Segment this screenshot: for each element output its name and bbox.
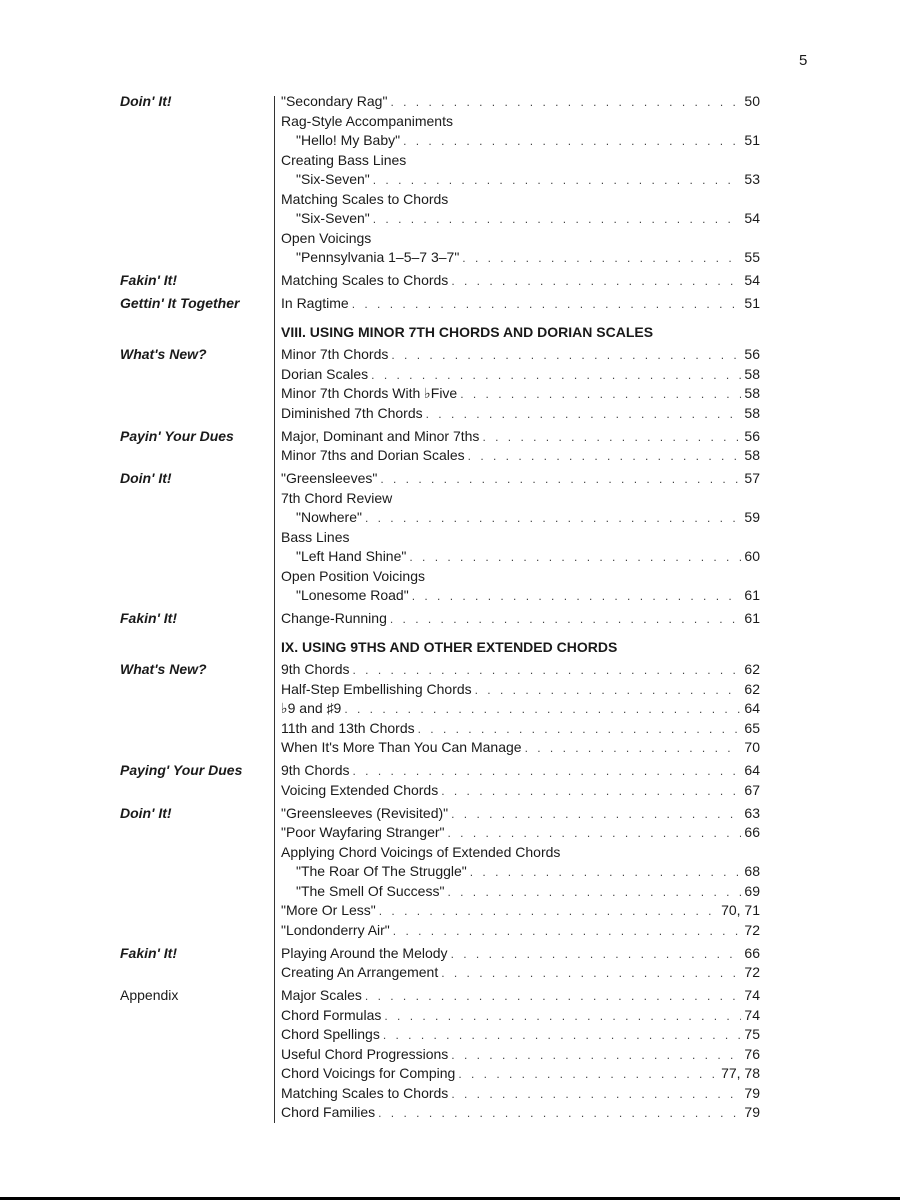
section-label: Doin' It! [120,93,172,109]
dot-leader [352,762,741,782]
dot-leader [426,405,742,425]
toc-row [120,365,760,385]
section-label: What's New? [120,346,207,362]
toc-entry [296,547,760,568]
entry-page-number: 51 [744,132,760,148]
dot-leader [525,739,742,759]
entry-page-number: 66 [744,944,760,961]
entry-page-number: 64 [744,700,760,716]
dot-leader [373,210,742,230]
entry-page-number: 62 [744,661,760,677]
entry-title: Playing Around the Melody [281,944,448,961]
entry-page-number: 55 [744,249,760,265]
toc-row [120,229,760,249]
entry-page-number: 72 [744,964,760,980]
toc-row [120,446,760,466]
toc-row [120,944,760,964]
toc-row [120,843,760,863]
toc-entry [281,112,760,132]
dot-leader [403,132,741,152]
dot-leader [418,720,742,740]
entry-title: Creating An Arrangement [281,964,439,980]
toc-row [120,699,760,719]
toc-entry [281,901,760,922]
toc-row [120,804,760,824]
entry-title: Major Scales [281,987,362,1003]
dot-leader [383,1026,742,1046]
entry-title: "Lonesome Road" [296,587,409,603]
toc-entry [281,680,760,701]
toc-row [120,862,760,882]
entry-title: "Londonderry Air" [281,921,390,938]
toc-row [120,248,760,268]
table-of-contents [120,92,760,1123]
toc-row [120,586,760,606]
toc-row [120,680,760,700]
entry-title: "Secondary Rag" [281,93,388,109]
toc-row [120,1045,760,1065]
entry-title: "Greensleeves" [281,470,378,486]
dot-leader [482,428,741,448]
entry-title: "Six-Seven" [296,210,370,226]
dot-leader [468,447,742,467]
entry-page-number: 56 [744,346,760,362]
dot-leader [412,587,742,607]
entry-page-number: 59 [744,509,760,525]
section-label: Paying' Your Dues [120,762,243,778]
entry-title: "Pennsylvania 1–5–7 3–7" [296,249,460,265]
entry-page-number: 76 [744,1045,760,1062]
entry-title: Dorian Scales [281,365,369,382]
toc-row [120,528,760,548]
toc-entry [281,345,760,366]
entry-page-number: 63 [744,804,760,821]
dot-leader [352,661,741,681]
toc-entry [281,92,760,113]
entry-title: Minor 7ths and Dorian Scales [281,447,465,463]
entry-title: Chord Spellings [281,1026,380,1042]
toc-entry [281,1103,760,1124]
dot-leader [378,1104,741,1124]
entry-title: When It's More Than You Can Manage [281,739,522,755]
toc-row [120,92,760,112]
toc-entry [281,823,760,844]
toc-row [120,963,760,983]
section-label: What's New? [120,661,207,677]
toc-row [120,567,760,587]
toc-entry [281,738,760,759]
toc-row [120,901,760,921]
entry-page-number: 65 [744,719,760,736]
toc-row [120,921,760,941]
toc-entry [281,1045,760,1066]
dot-leader [451,272,741,292]
entry-title: 9th Chords [281,762,350,778]
entry-title: 9th Chords [281,661,350,677]
toc-entry [281,660,760,681]
section-label: Appendix [120,987,179,1003]
toc-entry [281,843,760,863]
entry-page-number: 62 [744,680,760,697]
entry-page-number: 74 [744,987,760,1003]
section-label: Doin' It! [120,470,172,486]
entry-title: Minor 7th Chords [281,346,389,362]
entry-title: Minor 7th Chords With ♭Five [281,385,458,401]
toc-entry [281,151,760,171]
dot-leader [409,548,741,568]
toc-entry [296,508,760,529]
toc-row [120,190,760,210]
toc-row [120,547,760,567]
section-heading [281,320,760,344]
entry-page-number: 56 [744,427,760,444]
dot-leader [373,171,742,191]
entry-page-number: 68 [744,863,760,879]
dot-leader [451,805,741,825]
entry-title: Change-Running [281,610,387,626]
toc-entry [281,1006,760,1027]
toc-entry [296,209,760,230]
entry-page-number: 60 [744,548,760,564]
dot-leader [371,366,741,386]
dot-leader [352,295,742,315]
entry-title: Applying Chord Voicings of Extended Chords [281,843,561,860]
dot-leader [365,509,741,529]
entry-title: "Greensleeves (Revisited)" [281,804,449,821]
entry-page-number: 74 [744,1006,760,1023]
toc-row [120,151,760,171]
toc-entry [281,963,760,984]
toc-row [120,489,760,509]
section-heading-text: IX. USING 9THS AND OTHER EXTENDED CHORDS [281,639,618,655]
toc-entry [296,248,760,269]
section-label: Payin' Your Dues [120,427,234,444]
dot-leader [462,249,741,269]
entry-page-number: 79 [744,1084,760,1101]
toc-entry [281,446,760,467]
entry-page-number: 53 [744,171,760,187]
entry-title: "The Smell Of Success" [296,882,445,899]
dot-leader [344,700,741,720]
entry-title: Rag-Style Accompaniments [281,112,453,129]
toc-entry [296,170,760,191]
entry-title: "The Roar Of The Struggle" [296,863,467,879]
section-label: Doin' It! [120,804,172,821]
toc-entry [281,1064,760,1085]
dot-leader [365,987,742,1007]
toc-entry [281,404,760,425]
toc-entry [281,427,760,448]
toc-row [120,986,760,1006]
dot-leader [393,922,742,942]
toc-row [120,1103,760,1123]
toc-entry [281,469,760,490]
entry-page-number: 75 [744,1026,760,1042]
entry-title: In Ragtime [281,295,349,311]
toc-entry [281,1084,760,1105]
section-label: Gettin' It Together [120,295,240,311]
toc-entry [281,719,760,740]
dot-leader [384,1007,741,1027]
toc-row [120,882,760,902]
dot-leader [451,1085,741,1105]
entry-page-number: 50 [744,93,760,109]
toc-entry [281,609,760,630]
entry-title: Voicing Extended Chords [281,781,439,798]
entry-page-number: 66 [744,824,760,840]
toc-entry [281,190,760,210]
entry-title: 11th and 13th Chords [281,719,415,736]
dot-leader [448,824,742,844]
entry-page-number: 61 [744,587,760,603]
dot-leader [451,945,742,965]
section-heading-row [120,320,760,344]
section-label: Fakin' It! [120,944,177,961]
entry-title: Half-Step Embellishing Chords [281,680,472,697]
dot-leader [458,1065,718,1085]
toc-entry [281,921,760,942]
entry-page-number: 64 [744,762,760,778]
entry-title: "Nowhere" [296,509,362,525]
entry-page-number: 61 [744,610,760,626]
toc-row [120,823,760,843]
section-heading-row [120,635,760,659]
entry-page-number: 54 [744,210,760,226]
dot-leader [390,610,742,630]
toc-row [120,427,760,447]
toc-entry [281,1025,760,1046]
page-number: 5 [799,52,808,69]
entry-title: Useful Chord Progressions [281,1045,449,1062]
toc-row [120,404,760,424]
toc-row [120,738,760,758]
entry-title: Diminished 7th Chords [281,404,423,421]
toc-entry [296,862,760,883]
toc-entry [281,384,760,405]
entry-page-number: 79 [744,1104,760,1120]
toc-entry [281,294,760,315]
toc-entry [281,528,760,548]
toc-row [120,271,760,291]
entry-title: Matching Scales to Chords [281,272,449,288]
toc-entry [281,567,760,587]
entry-page-number: 72 [744,921,760,938]
entry-title: Matching Scales to Chords [281,1084,449,1101]
dot-leader [380,470,741,490]
toc-entry [281,944,760,965]
entry-title: Open Voicings [281,229,372,246]
entry-title: ♭9 and ♯9 [281,700,342,716]
entry-page-number: 67 [744,781,760,798]
entry-page-number: 58 [744,385,760,401]
toc-row [120,131,760,151]
toc-row [120,508,760,528]
toc-row [120,1084,760,1104]
toc-row [120,384,760,404]
toc-entry [296,882,760,903]
entry-page-number: 58 [744,365,760,382]
toc-entry [281,271,760,292]
dot-leader [441,782,741,802]
dot-leader [391,346,741,366]
toc-row [120,469,760,489]
toc-row [120,781,760,801]
dot-leader [390,93,741,113]
entry-title: Creating Bass Lines [281,151,407,168]
dot-leader [379,902,718,922]
entry-page-number: 58 [744,404,760,421]
entry-title: Chord Families [281,1104,376,1120]
entry-page-number: 54 [744,272,760,288]
entry-title: "Poor Wayfaring Stranger" [281,824,445,840]
dot-leader [475,681,742,701]
entry-title: 7th Chord Review [281,489,393,506]
entry-title: Bass Lines [281,528,350,545]
toc-row [120,660,760,680]
toc-row [120,112,760,132]
entry-page-number: 58 [744,447,760,463]
dot-leader [451,1046,741,1066]
entry-title: "Left Hand Shine" [296,548,407,564]
entry-page-number: 70, 71 [721,902,760,918]
entry-title: Chord Voicings for Comping [281,1065,456,1081]
entry-page-number: 51 [744,295,760,311]
entry-title: "More Or Less" [281,902,376,918]
entry-title: Matching Scales to Chords [281,190,449,207]
toc-entry [281,986,760,1007]
toc-entry [281,781,760,802]
entry-page-number: 70 [744,739,760,755]
section-heading-text: VIII. USING MINOR 7TH CHORDS AND DORIAN SCALES [281,324,654,340]
entry-title: "Hello! My Baby" [296,132,401,148]
toc-entry [281,804,760,825]
toc-row [120,1025,760,1045]
toc-entry [281,365,760,386]
section-label: Fakin' It! [120,272,177,288]
toc-row [120,345,760,365]
toc-entry [281,699,760,720]
toc-row [120,209,760,229]
section-label: Fakin' It! [120,610,177,626]
toc-row [120,294,760,314]
dot-leader [441,964,741,984]
toc-entry [281,761,760,782]
toc-row [120,170,760,190]
dot-leader [470,863,742,883]
toc-row [120,719,760,739]
toc-row [120,609,760,629]
entry-title: Major, Dominant and Minor 7ths [281,427,480,444]
toc-row [120,1064,760,1084]
entry-page-number: 77, 78 [721,1065,760,1081]
dot-leader [460,385,741,405]
entry-page-number: 69 [744,882,760,899]
entry-title: Chord Formulas [281,1006,382,1023]
entry-title: "Six-Seven" [296,171,370,187]
section-heading [281,635,760,659]
toc-row [120,1006,760,1026]
toc-entry [281,489,760,509]
entry-title: Open Position Voicings [281,567,425,584]
toc-entry [296,586,760,607]
entry-page-number: 57 [744,470,760,486]
toc-row [120,761,760,781]
toc-entry [296,131,760,152]
dot-leader [447,883,741,903]
toc-entry [281,229,760,249]
